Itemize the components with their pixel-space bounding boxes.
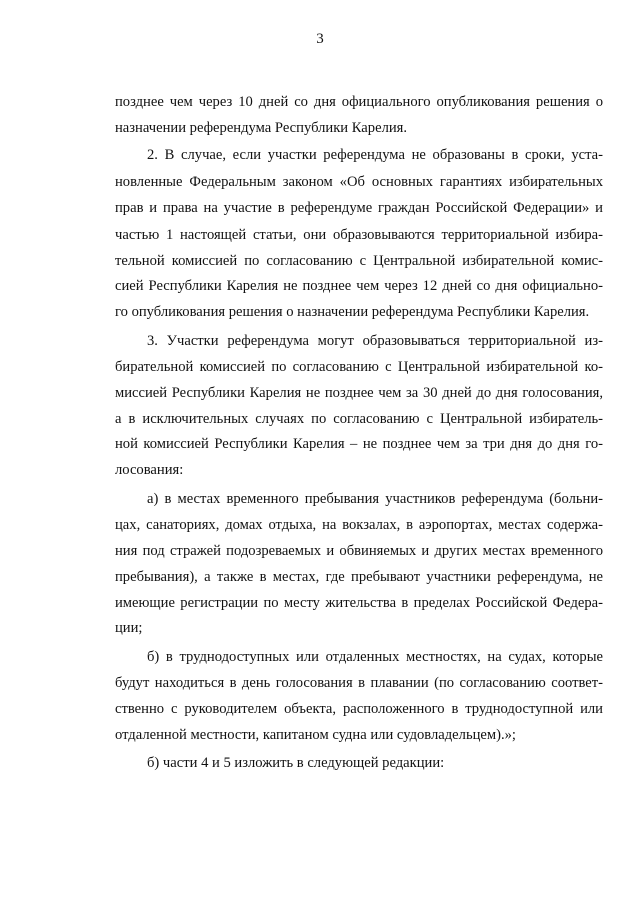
text-line: будут находиться в день голосования в плавании (по согласованию соответ-	[115, 675, 603, 691]
text-line: б) части 4 и 5 изложить в следующей редакции:	[147, 755, 445, 771]
text-line: 2. В случае, если участки референдума не образованы в сроки, уста-	[147, 147, 603, 163]
text-line: миссией Республики Карелия не позднее чем за 30 дней до дня голосования,	[115, 385, 603, 401]
text-line: новленные Федеральным законом «Об основных гарантиях избирательных	[115, 174, 603, 190]
text-line: лосования:	[115, 462, 184, 478]
text-line: имеющие регистрации по месту жительства в пределах Российской Федера-	[115, 595, 603, 611]
text-line: цах, санаториях, домах отдыха, на вокзалах, в аэропортах, местах содержа-	[115, 517, 603, 533]
text-line: го опубликования решения о назначении референдума Республики Карелия.	[115, 304, 590, 320]
text-line: б) в труднодоступных или отдаленных местностях, на судах, которые	[147, 649, 603, 665]
text-line: прав и права на участие в референдуме граждан Российской Федерации» и	[115, 200, 603, 216]
text-line: 3. Участки референдума могут образовываться территориальной из-	[147, 333, 603, 349]
text-line: тельной комиссией по согласованию с Центральной избирательной комис-	[115, 253, 603, 269]
text-line: бирательной комиссией по согласованию с Центральной избирательной ко-	[115, 359, 603, 375]
text-line: ния под стражей подозреваемых и обвиняемых и других местах временного	[115, 543, 603, 559]
text-line: частью 1 настоящей статьи, они образовываются территориальной избира-	[115, 227, 603, 243]
page-number: 3	[316, 31, 324, 47]
text-line: отдаленной местности, капитаном судна или судовладельцем).»;	[115, 727, 516, 743]
text-line: а) в местах временного пребывания участников референдума (больни-	[147, 491, 603, 507]
text-line: назначении референдума Республики Карелия.	[115, 120, 408, 136]
text-line: а в исключительных случаях по согласованию с Центральной избиратель-	[115, 411, 603, 427]
text-line: позднее чем через 10 дней со дня официального опубликования решения о	[115, 94, 603, 110]
text-line: пребывания), а также в местах, где пребывают участники референдума, не	[115, 569, 603, 585]
text-line: сией Республики Карелия не позднее чем через 12 дней со дня официально-	[115, 278, 603, 294]
text-line: ственно с руководителем объекта, расположенного в труднодоступной или	[115, 701, 603, 717]
text-line: ции;	[115, 620, 143, 636]
text-line: ной комиссией Республики Карелия – не позднее чем за три дня до дня го-	[115, 436, 603, 452]
